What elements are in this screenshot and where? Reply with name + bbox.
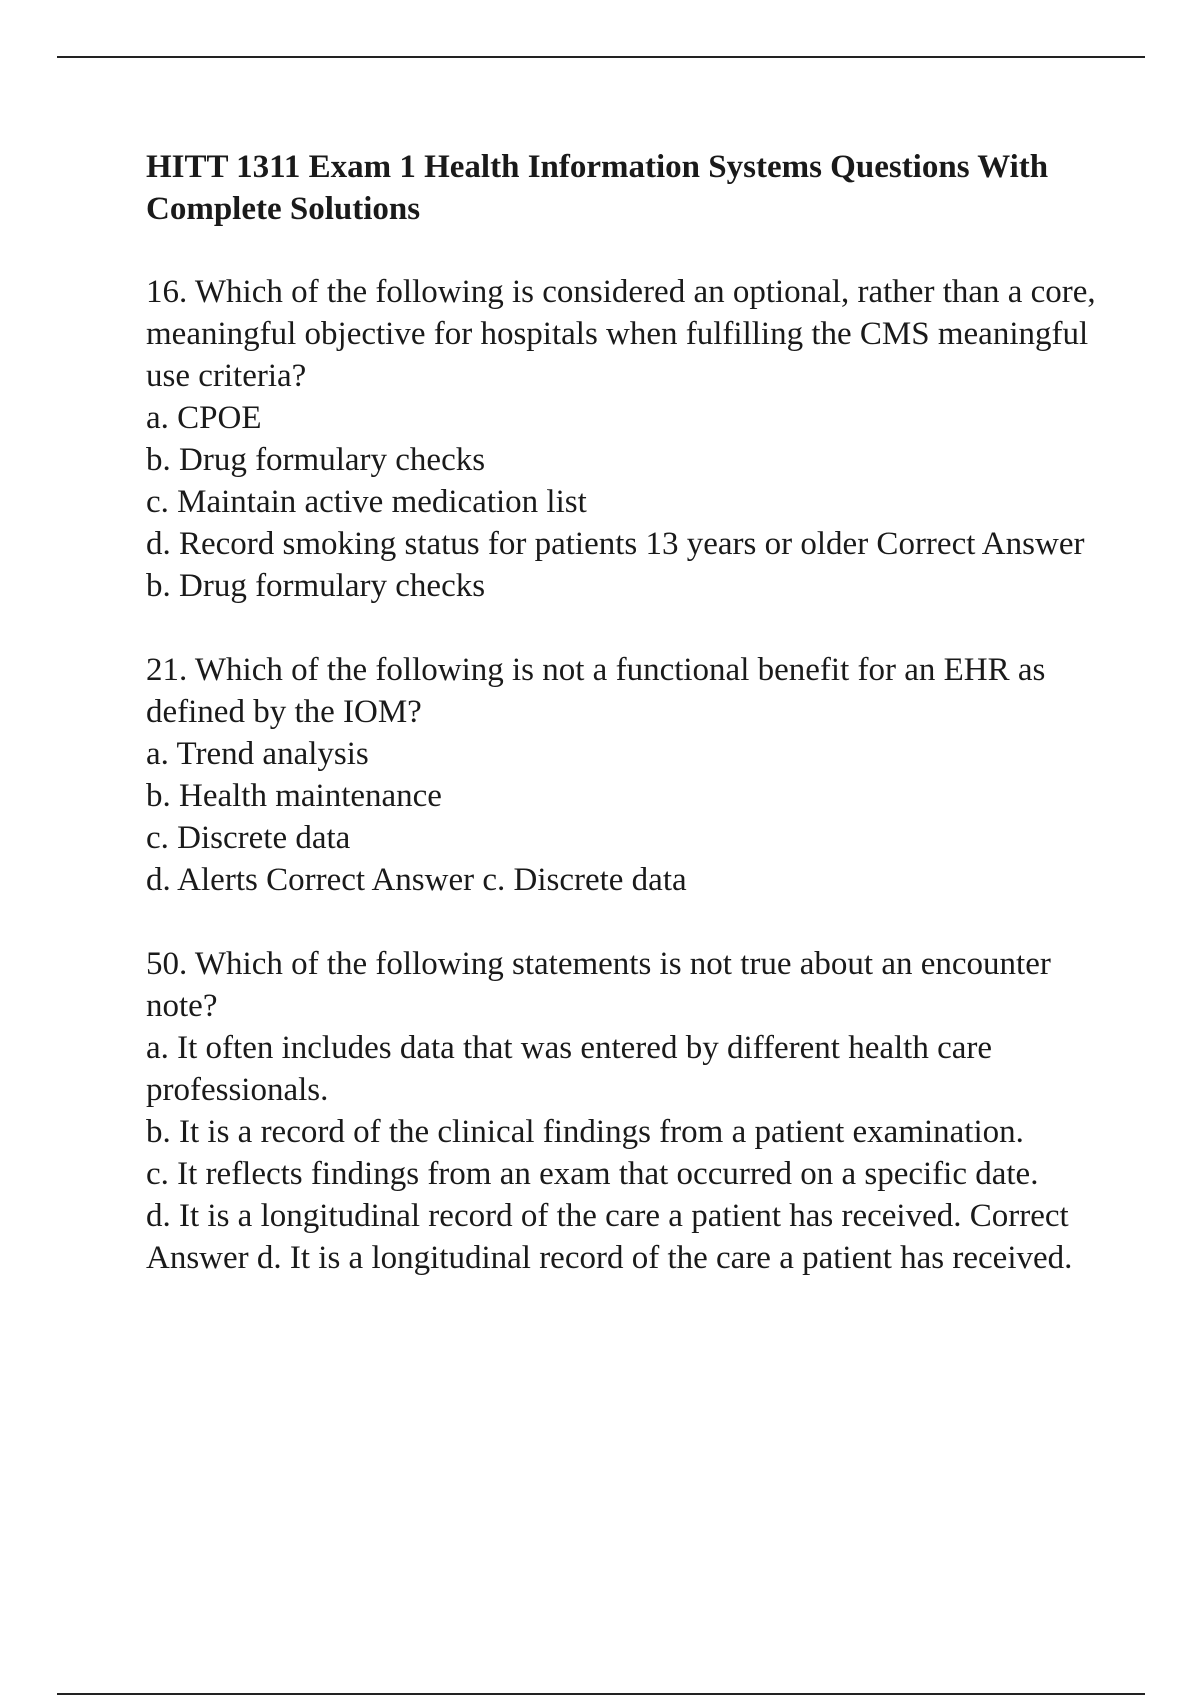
option-c: c. Discrete data <box>146 820 351 856</box>
top-rule <box>57 56 1145 58</box>
question-50 <box>146 943 1106 1279</box>
option-a: a. CPOE <box>146 400 262 436</box>
option-b: b. Health maintenance <box>146 778 442 814</box>
question-stem: 21. Which of the following is not a functional benefit for an EHR as defined by the IOM? <box>146 652 1046 730</box>
option-b: b. Drug formulary checks <box>146 442 486 478</box>
question-16 <box>146 271 1106 607</box>
option-d-with-answer: d. It is a longitudinal record of the care a patient has received. Correct Answer d. It is a longitudinal record of the care a patient has received. <box>146 1198 1073 1276</box>
question-21 <box>146 649 1106 901</box>
option-c: c. It reflects findings from an exam that occurred on a specific date. <box>146 1156 1039 1192</box>
document-body <box>146 146 1106 1321</box>
question-stem: 16. Which of the following is considered an optional, rather than a core, meaningful objective for hospitals when fulfilling the CMS meaningful use criteria? <box>146 274 1096 394</box>
document-title: HITT 1311 Exam 1 Health Information Systems Questions With Complete Solutions <box>146 149 1049 227</box>
option-d-with-answer: d. Alerts Correct Answer c. Discrete data <box>146 862 687 898</box>
bottom-rule <box>57 1693 1145 1695</box>
option-d-with-answer: d. Record smoking status for patients 13 years or older Correct Answer b. Drug formulary checks <box>146 526 1085 604</box>
option-a: a. It often includes data that was entered by different health care professionals. <box>146 1030 993 1108</box>
question-stem: 50. Which of the following statements is not true about an encounter note? <box>146 946 1051 1024</box>
option-c: c. Maintain active medication list <box>146 484 587 520</box>
option-b: b. It is a record of the clinical findings from a patient examination. <box>146 1114 1024 1150</box>
option-a: a. Trend analysis <box>146 736 369 772</box>
